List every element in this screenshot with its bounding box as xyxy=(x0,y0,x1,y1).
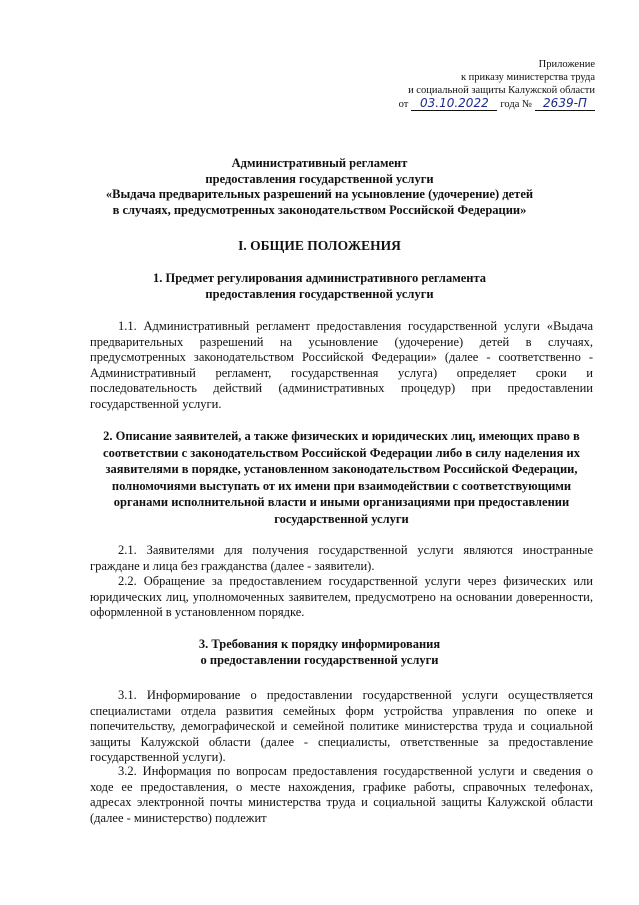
heading-2: 2. Описание заявителей, а также физических и юридических лиц, имеющих право в соответствии с законодательством Российской Федерации либо в силу наделения их заявителями в порядке, установленном законодательством Российской Федерации, полномочиями выступать от их имени при взаимодействии с соответствующими органами исполнительной власти и иными организациями при предоставлении государственной услуги xyxy=(103,429,580,526)
heading-3 xyxy=(90,636,549,668)
heading-1-line-2: предоставления государственной услуги xyxy=(205,287,434,301)
appendix-ministry-line: и социальной защиты Калужской области xyxy=(408,85,595,96)
title-line-4: в случаях, предусмотренных законодательством Российской Федерации» xyxy=(112,202,527,217)
paragraph-3-1: 3.1. Информирование о предоставлении государственной услуги осуществляется специалистами отдела развития семейных форм устройства управления по опеке и попечительству, демографической и семейной политике министерства труда и социальной защиты Калужской области (далее - специалисты, ответственные за предоставление государственной услуги). xyxy=(90,688,593,764)
document-title xyxy=(0,156,639,218)
handwritten-order-number: 2639-П xyxy=(535,97,595,111)
paragraph-2-1: 2.1. Заявителями для получения государственной услуги являются иностранные граждане и лица без гражданства (далее - заявители). xyxy=(90,543,593,573)
heading-1 xyxy=(90,270,549,302)
year-number-label: года № xyxy=(500,99,532,110)
appendix-block xyxy=(399,58,595,111)
section-heading-general: I. ОБЩИЕ ПОЛОЖЕНИЯ xyxy=(238,238,401,253)
heading-3-line-2: о предоставлении государственной услуги xyxy=(200,653,439,667)
paragraph-3-2: 3.2. Информация по вопросам предоставления государственной услуги и сведения о ходе ее предоставления, о месте нахождения, графике работы, справочных телефонах, адресах электронной почты министерства труда и социальной защиты Калужской области (далее - министерство) подлежит xyxy=(90,764,593,825)
appendix-title: Приложение xyxy=(538,59,595,70)
title-line-1: Административный регламент xyxy=(231,156,408,170)
appendix-order-line: к приказу министерства труда xyxy=(460,72,595,83)
from-prefix: от xyxy=(398,99,409,110)
title-line-3: «Выдача предварительных разрешений на усыновление (удочерение) детей xyxy=(105,187,534,201)
appendix-date-number-line xyxy=(399,97,595,111)
heading-3-line-1: 3. Требования к порядку информирования xyxy=(198,637,441,651)
paragraph-1-1: 1.1. Административный регламент предоставления государственной услуги «Выдача предварительных разрешений на усыновление (удочерение) детей в случаях, предусмотренных законодательством Российской Федерации» (далее - соответственно - Административный регламент, государственная услуга) определяет сроки и последовательность действий (административных процедур) при предоставлении государственной услуги. xyxy=(90,319,593,411)
paragraph-2-2: 2.2. Обращение за предоставлением государственной услуги через физических или юридических лиц, уполномоченных заявителем, предусмотрено на основании доверенности, оформленной в установленном порядке. xyxy=(90,574,593,619)
handwritten-date: 03.10.2022 xyxy=(411,97,497,111)
heading-1-line-1: 1. Предмет регулирования административного регламента xyxy=(152,271,487,285)
title-line-2: предоставления государственной услуги xyxy=(205,171,434,186)
